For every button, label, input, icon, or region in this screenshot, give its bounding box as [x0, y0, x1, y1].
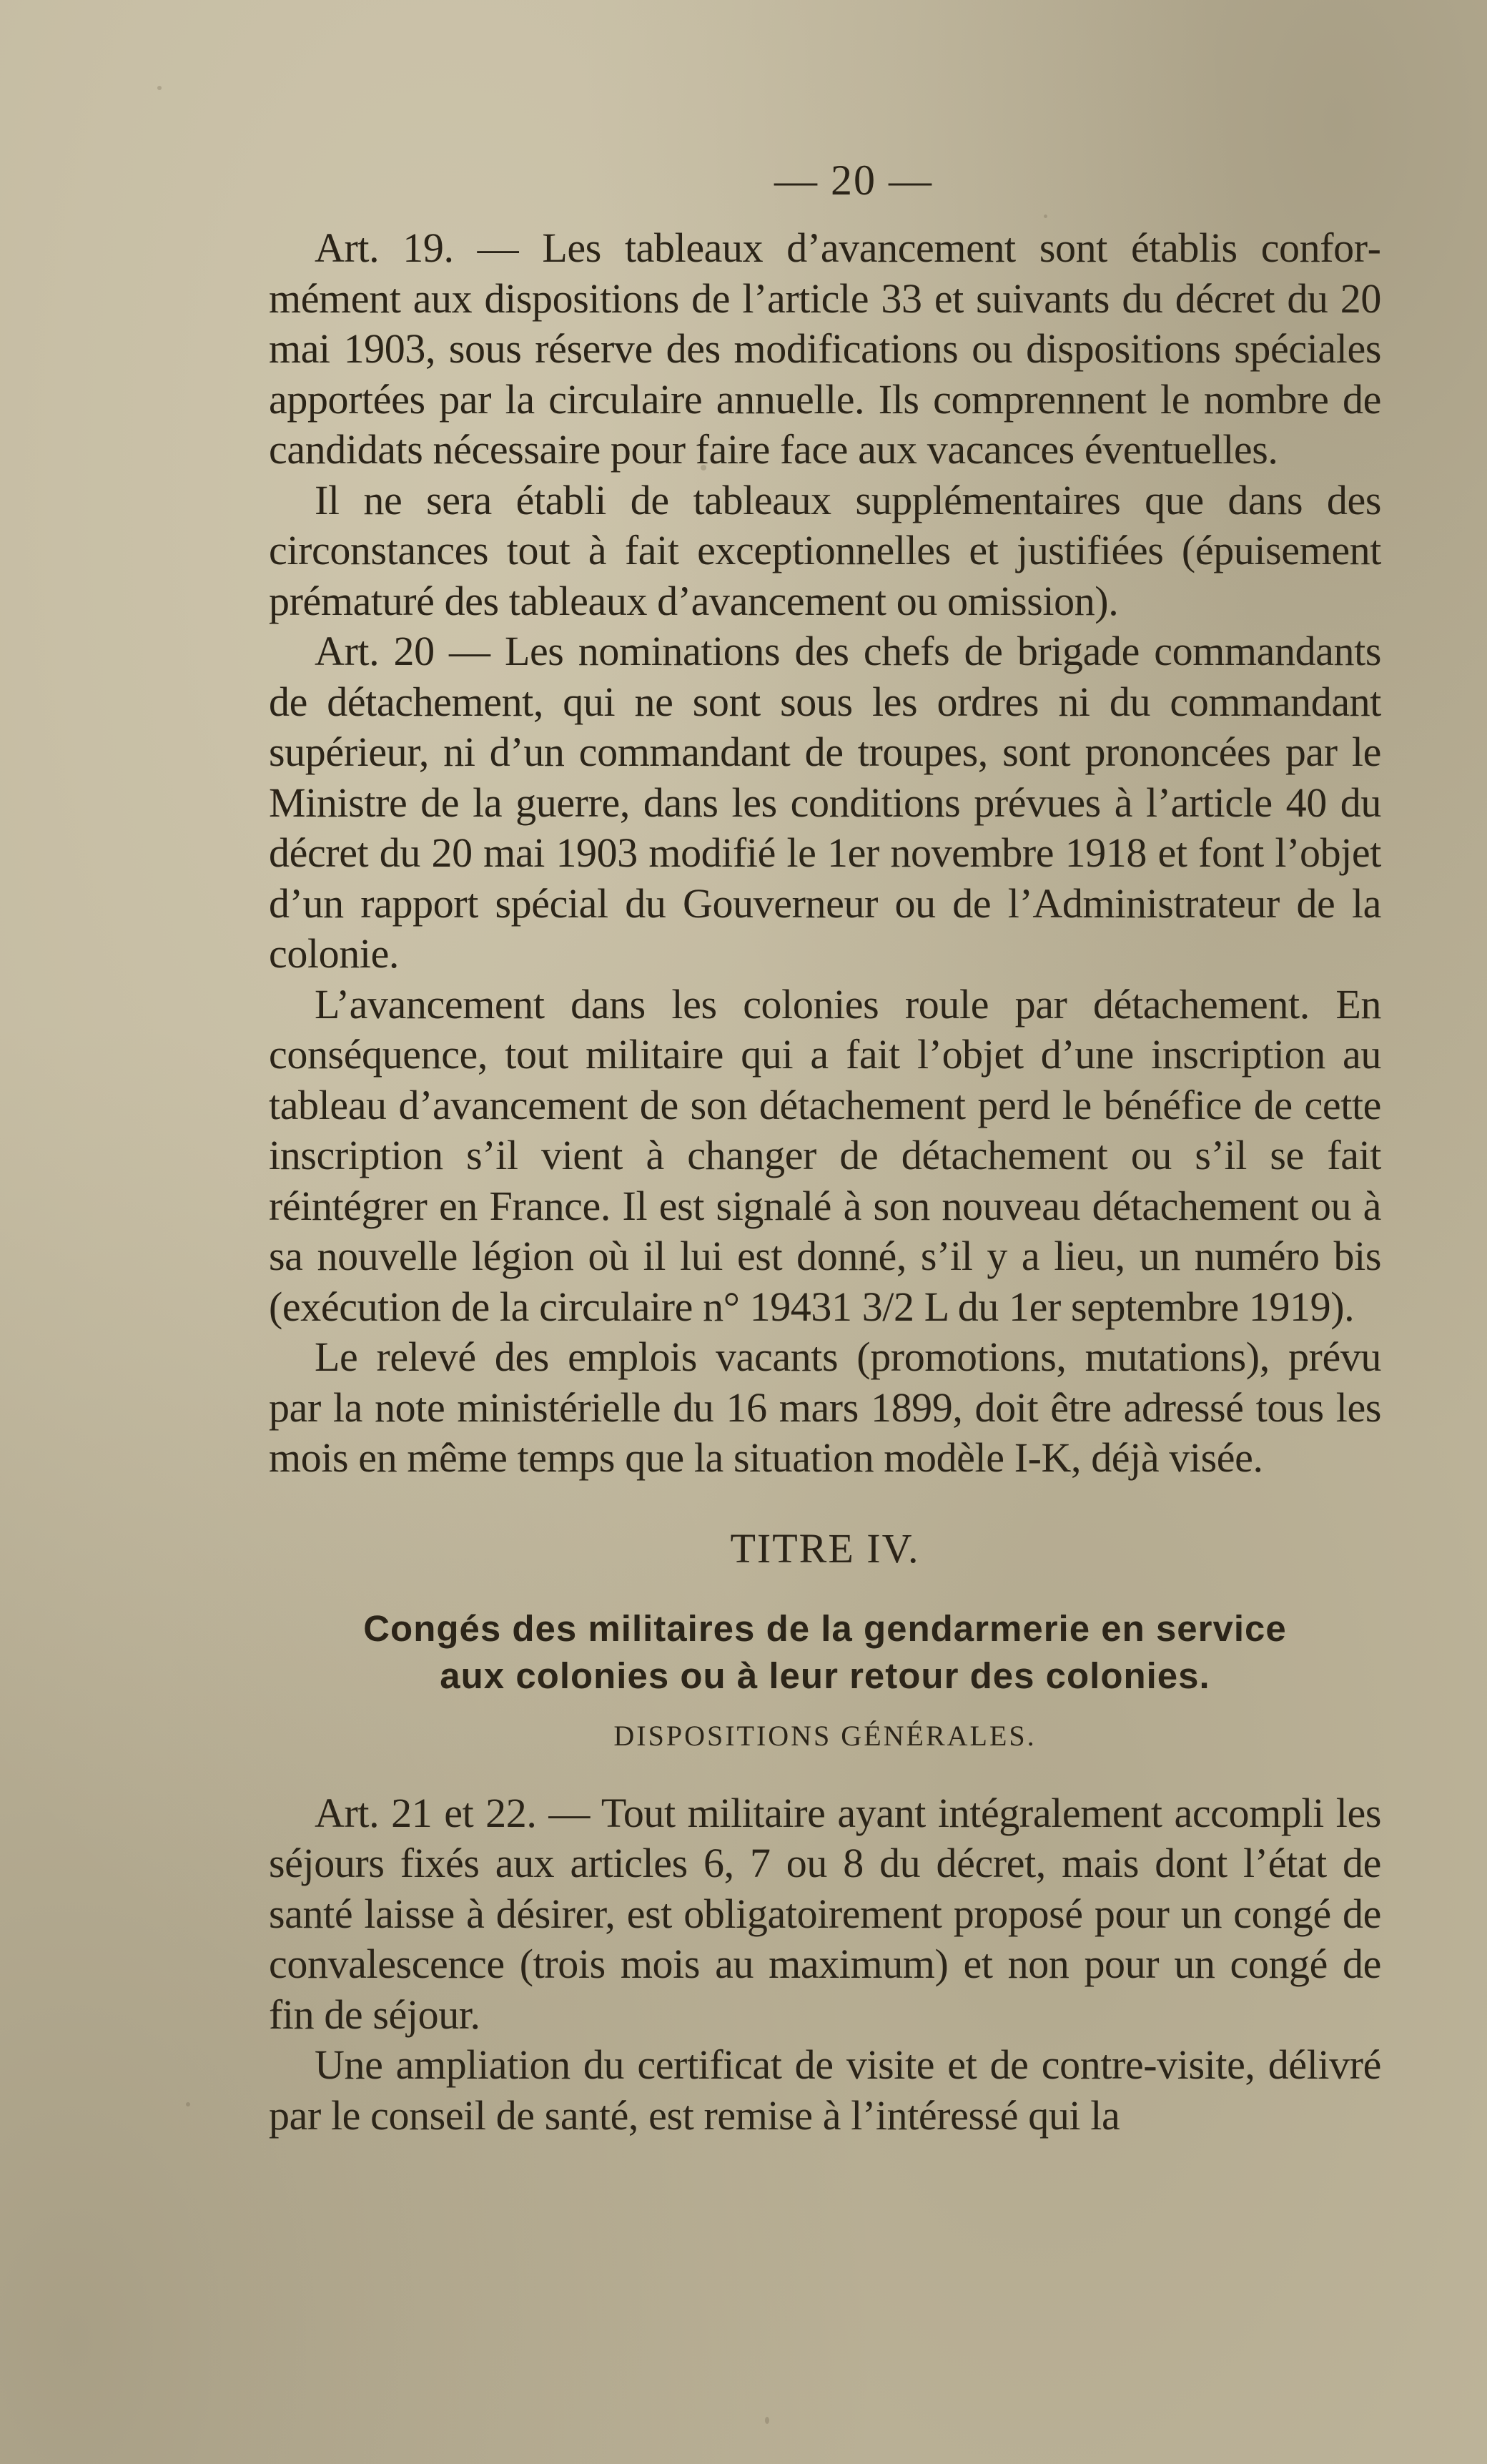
paragraph-art-21-22: Art. 21 et 22. — Tout militaire ayant intégralement accompli les séjours fixés aux articles 6, 7 ou 8 du décret, mais dont l’état de santé laisse à désirer, est obligatoirement proposé pour un congé de convalescence (trois mois au maximum) et non pour un congé de fin de séjour. — [269, 1789, 1381, 2038]
paragraph-supplementary-tables: Il ne sera établi de tableaux supplémentaires que dans des circonstances tout à fait exceptionnelles et justifiées (épuisement prématuré des tableaux d’avancement ou omission). — [269, 476, 1381, 624]
document-page — [269, 152, 1381, 2368]
subsection-heading: DISPOSITIONS GÉNÉRALES. — [613, 1719, 1037, 1752]
paper-speck — [765, 2417, 769, 2424]
paragraph-art-20: Art. 20 — Les nominations des chefs de brigade commandants de détachement, qui ne sont sous les ordres ni du commandant supérieur, ni d’un commandant de troupes, sont prononcées par le Ministre de la guerre, dans les conditions prévues à l’article 40 du décret du 20 mai 1903 modifié le 1er novembre 1918 et font l’objet d’un rapport spécial du Gouverneur ou de l’Administrateur de la colonie. — [269, 628, 1381, 977]
section-heading-line-2: aux colonies ou à leur retour des colonies. — [440, 1655, 1210, 1696]
paragraph-advancement-by-detachment: L’avancement dans les colonies roule par détachement. En conséquence, tout militaire qui a fait l’objet d’une inscription au tableau d’avancement de son détachement perd le bénéfice de cette inscription s’il vient à changer de détachement ou s’il se fait réintégrer en France. Il est signalé à son nouveau détachement ou à sa nouvelle légion où il lui est donné, s’il y a lieu, un numéro bis (exécution de la circulaire n° 19431 3/2 L du 1er septembre 1919). — [269, 980, 1381, 1330]
section-heading-line-1: Congés des militaires de la gendarmerie en service — [363, 1607, 1287, 1649]
page-number: — 20 — — [774, 157, 933, 204]
paper-speck — [186, 2102, 190, 2106]
paragraph-vacant-posts: Le relevé des emplois vacants (promotions, mutations), prévu par la note ministérielle du 16 mars 1899, doit être adressé tous les mois en même temps que la situation modèle I-K, déjà visée. — [269, 1334, 1381, 1481]
section-title: TITRE IV. — [730, 1524, 920, 1572]
section-heading — [269, 1605, 1381, 1700]
paragraph-certificate: Une ampliation du certificat de visite et de contre-visite, délivré par le conseil de santé, est remise à l’intéressé qui la — [269, 2041, 1381, 2139]
paper-speck — [157, 86, 162, 90]
paragraph-art-19: Art. 19. — Les tableaux d’avancement sont établis conformément aux dispositions de l’article 33 et suivants du décret du 20 mai 1903, sous réserve des modifications ou dispositions spéciales apportées par la circulaire annuelle. Ils comprennent le nombre de candidats nécessaire pour faire face aux vacances éventuelles. — [269, 225, 1381, 473]
